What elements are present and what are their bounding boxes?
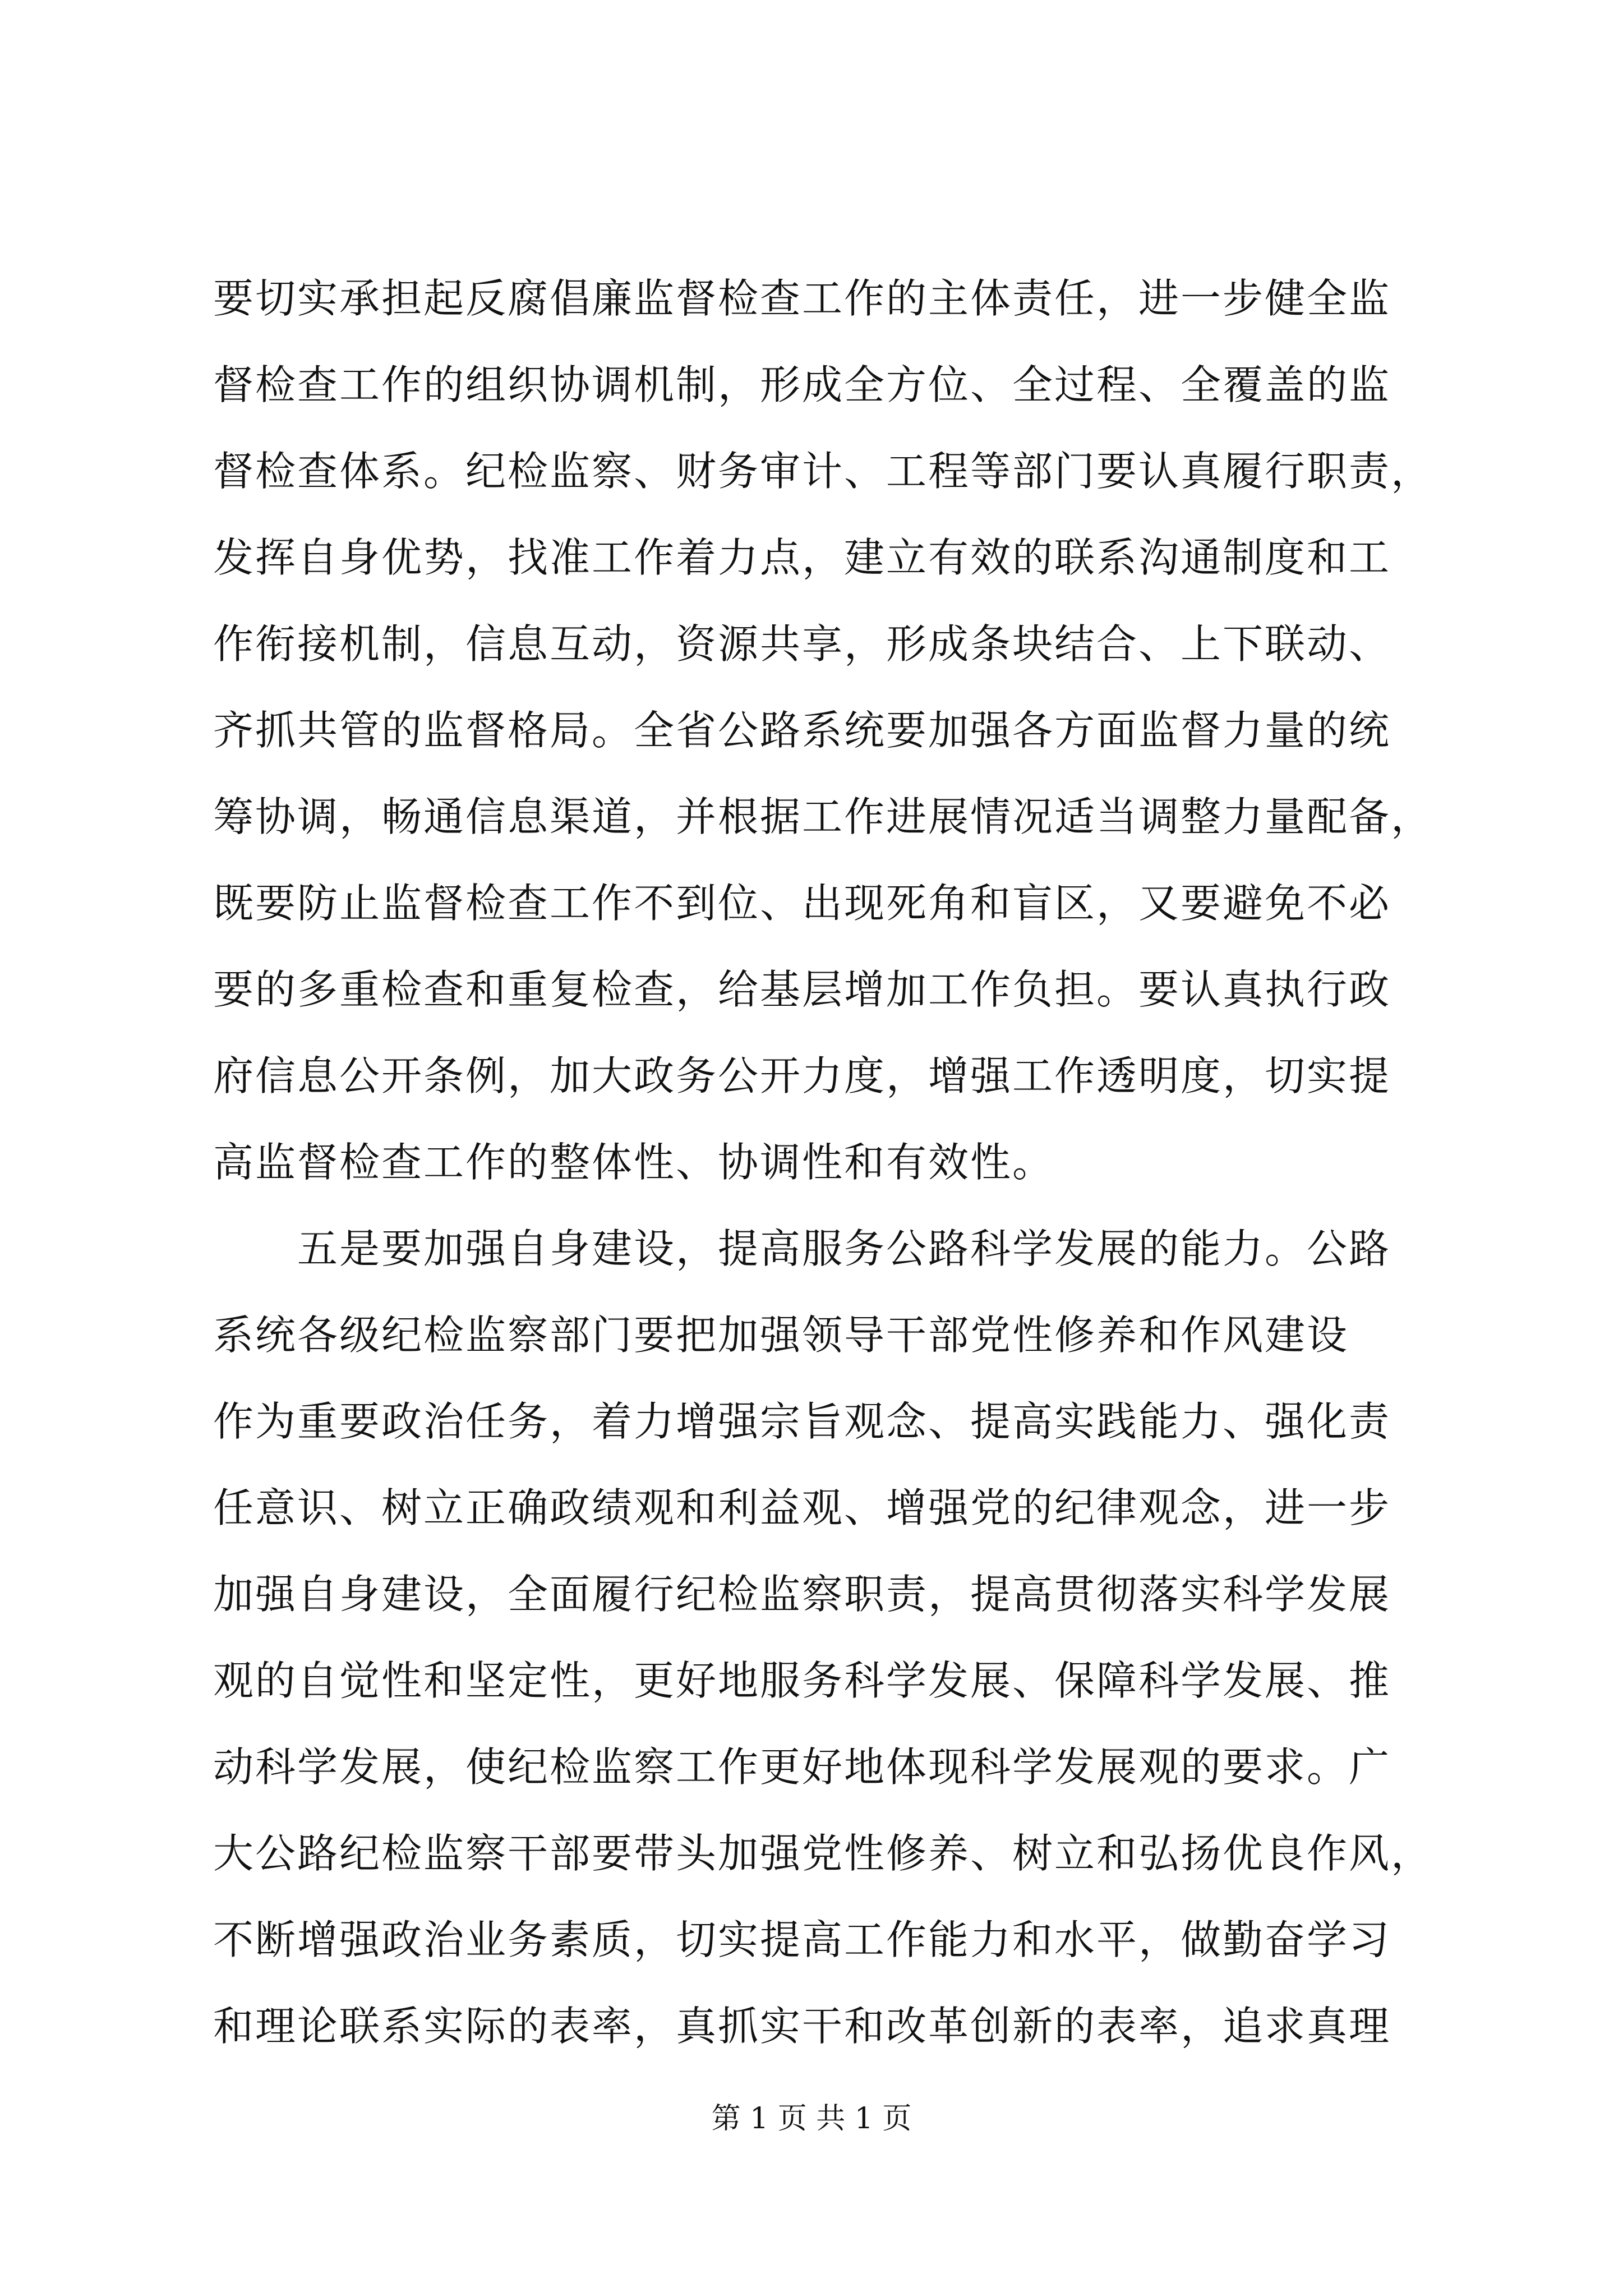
text-line: 筹协调，畅通信息渠道，并根据工作进展情况适当调整力量配备， [213,793,1433,840]
body-text [213,255,1436,2069]
text-line: 高监督检查工作的整体性、协调性和有效性。 [213,1139,1055,1186]
text-line: 督检查工作的组织协调机制，形成全方位、全过程、全覆盖的监 [213,361,1391,408]
text-line: 府信息公开条例，加大政务公开力度，增强工作透明度，切实提 [213,1052,1391,1099]
text-line: 既要防止监督检查工作不到位、出现死角和盲区，又要避免不必 [213,880,1391,927]
text-line: 不断增强政治业务素质，切实提高工作能力和水平，做勤奋学习 [213,1916,1391,1963]
text-line: 督检查体系。纪检监察、财务审计、工程等部门要认真履行职责， [213,448,1433,495]
text-line: 动科学发展，使纪检监察工作更好地体现科学发展观的要求。广 [213,1743,1391,1791]
text-line: 加强自身建设，全面履行纪检监察职责，提高贯彻落实科学发展 [213,1571,1391,1618]
text-line: 要切实承担起反腐倡廉监督检查工作的主体责任，进一步健全监 [213,275,1391,322]
text-line: 齐抓共管的监督格局。全省公路系统要加强各方面监督力量的统 [213,707,1391,754]
text-line: 发挥自身优势，找准工作着力点，建立有效的联系沟通制度和工 [213,534,1391,581]
text-line: 任意识、树立正确政绩观和利益观、增强党的纪律观念，进一步 [213,1484,1391,1531]
text-line: 和理论联系实际的表率，真抓实干和改革创新的表率，追求真理 [213,2003,1391,2050]
text-line: 五是要加强自身建设，提高服务公路科学发展的能力。公路 [213,1225,1391,1272]
page-footer: 第 1 页 共 1 页 [711,2102,912,2136]
text-line: 要的多重检查和重复检查，给基层增加工作负担。要认真执行政 [213,966,1391,1013]
text-line: 作为重要政治任务，着力增强宗旨观念、提高实践能力、强化责 [213,1398,1391,1445]
text-line: 观的自觉性和坚定性，更好地服务科学发展、保障科学发展、推 [213,1657,1391,1704]
text-line: 系统各级纪检监察部门要把加强领导干部党性修养和作风建设 [213,1312,1349,1359]
text-line: 作衔接机制，信息互动，资源共享，形成条块结合、上下联动、 [213,620,1391,668]
text-line: 大公路纪检监察干部要带头加强党性修养、树立和弘扬优良作风， [213,1830,1433,1877]
